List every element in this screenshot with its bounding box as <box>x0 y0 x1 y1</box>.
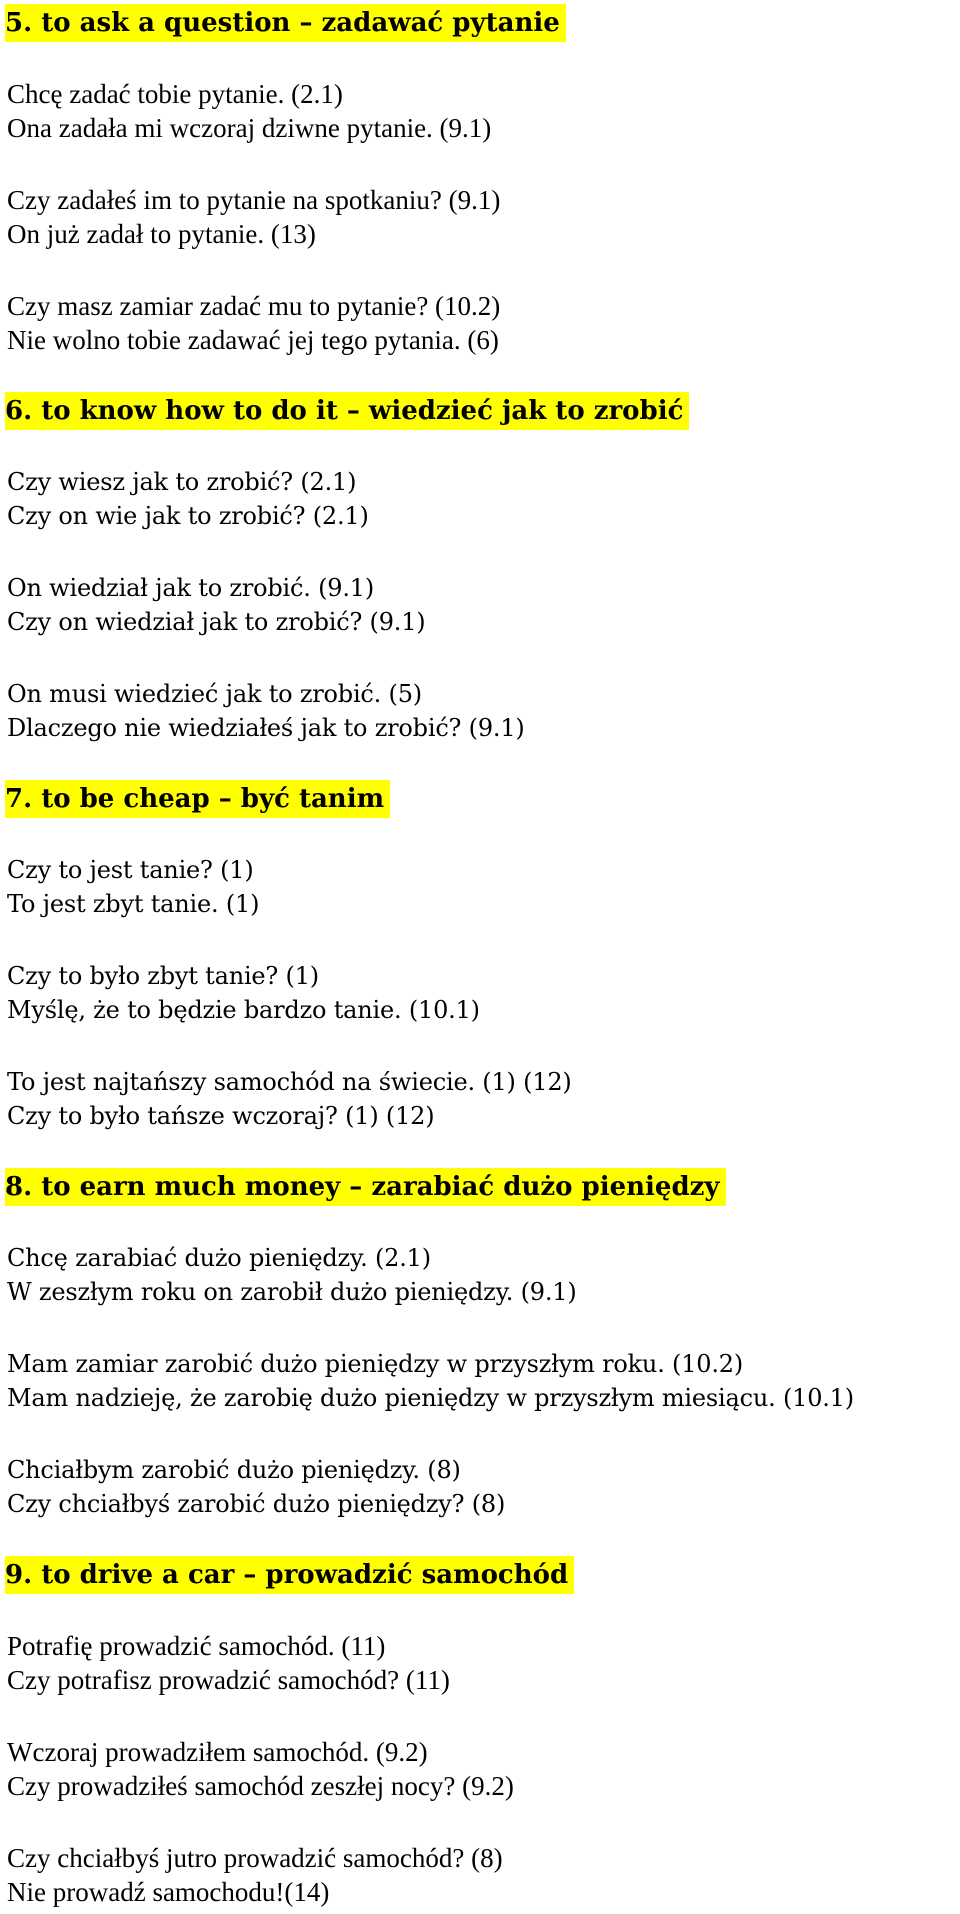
section-heading: 8. to earn much money – zarabiać dużo pieniędzy <box>5 1168 726 1206</box>
sentence-line: On musi wiedzieć jak to zrobić. (5) <box>7 680 422 708</box>
sentence-line: Nie wolno tobie zadawać jej tego pytania. (6) <box>7 325 499 355</box>
sentence-line: Czy to było zbyt tanie? (1) <box>7 962 319 990</box>
sentence-line: To jest zbyt tanie. (1) <box>7 890 260 918</box>
sentence-line: Czy to było tańsze wczoraj? (1) (12) <box>7 1102 435 1130</box>
sentence-line: Czy chciałbyś jutro prowadzić samochód? (8) <box>7 1843 503 1873</box>
sentence-line: Mam zamiar zarobić dużo pieniędzy w przyszłym roku. (10.2) <box>7 1350 744 1378</box>
sentence-line: Czy on wiedział jak to zrobić? (9.1) <box>7 608 426 636</box>
sentence-line: Czy zadałeś im to pytanie na spotkaniu? (9.1) <box>7 185 501 215</box>
sentence-line: Dlaczego nie wiedziałeś jak to zrobić? (9.1) <box>7 714 525 742</box>
section-heading: 7. to be cheap – być tanim <box>5 780 390 818</box>
sentence-line: Czy chciałbyś zarobić dużo pieniędzy? (8) <box>7 1490 506 1518</box>
sentence-line: Czy masz zamiar zadać mu to pytanie? (10.2) <box>7 291 501 321</box>
sentence-line: On wiedział jak to zrobić. (9.1) <box>7 574 375 602</box>
sentence-line: Potrafię prowadzić samochód. (11) <box>7 1631 386 1661</box>
sentence-line: Czy potrafisz prowadzić samochód? (11) <box>7 1665 450 1695</box>
sentence-line: Chcę zadać tobie pytanie. (2.1) <box>7 79 343 109</box>
sentence-line: Chcę zarabiać dużo pieniędzy. (2.1) <box>7 1244 431 1272</box>
sentence-line: Czy on wie jak to zrobić? (2.1) <box>7 502 369 530</box>
sentence-line: W zeszłym roku on zarobił dużo pieniędzy. (9.1) <box>7 1278 577 1306</box>
sentence-line: Nie prowadź samochodu!(14) <box>7 1877 330 1907</box>
section-heading: 9. to drive a car – prowadzić samochód <box>5 1556 574 1594</box>
sentence-line: Czy prowadziłeś samochód zeszłej nocy? (9.2) <box>7 1771 514 1801</box>
sentence-line: To jest najtańszy samochód na świecie. (1) (12) <box>7 1068 572 1096</box>
sentence-line: Wczoraj prowadziłem samochód. (9.2) <box>7 1737 428 1767</box>
section-heading: 6. to know how to do it – wiedzieć jak to zrobić <box>5 392 689 430</box>
section-heading: 5. to ask a question – zadawać pytanie <box>5 4 566 42</box>
sentence-line: On już zadał to pytanie. (13) <box>7 219 316 249</box>
sentence-line: Myślę, że to będzie bardzo tanie. (10.1) <box>7 996 480 1024</box>
sentence-line: Mam nadzieję, że zarobię dużo pieniędzy w przyszłym miesiącu. (10.1) <box>7 1384 854 1412</box>
sentence-line: Czy wiesz jak to zrobić? (2.1) <box>7 468 357 496</box>
sentence-line: Czy to jest tanie? (1) <box>7 856 254 884</box>
sentence-line: Ona zadała mi wczoraj dziwne pytanie. (9.1) <box>7 113 492 143</box>
sentence-line: Chciałbym zarobić dużo pieniędzy. (8) <box>7 1456 461 1484</box>
